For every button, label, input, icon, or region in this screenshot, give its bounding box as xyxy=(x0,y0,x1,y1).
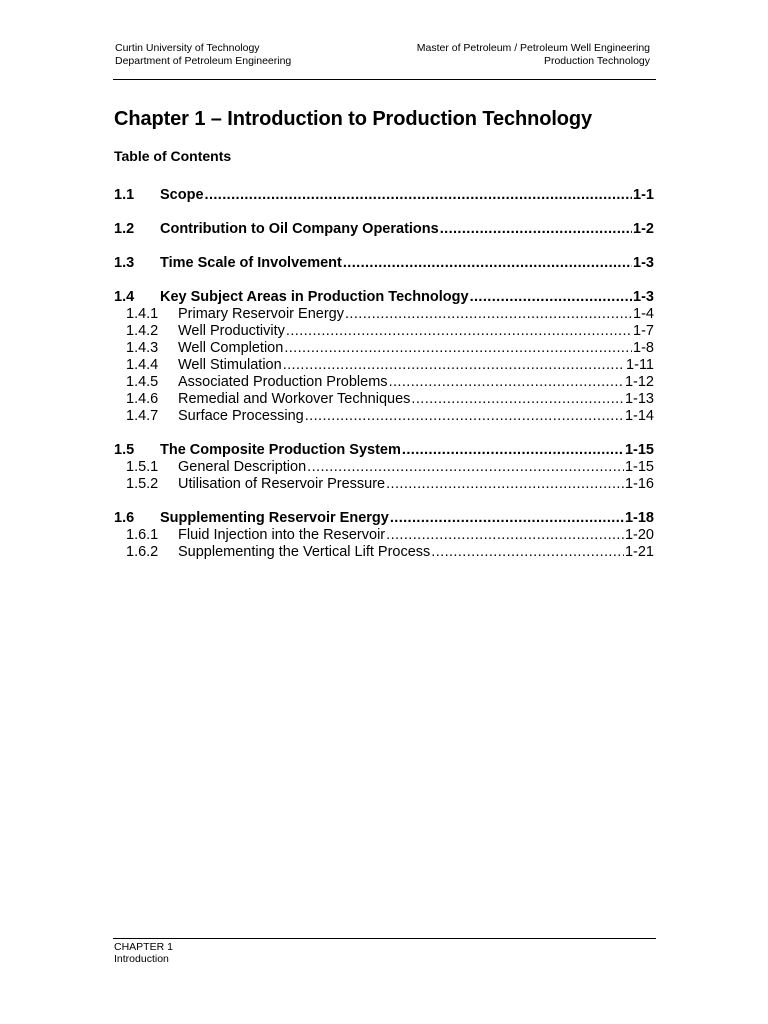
toc-page: 1-2 xyxy=(633,221,654,237)
toc-entry[interactable] xyxy=(114,544,654,561)
toc-number: 1.6.1 xyxy=(126,527,159,543)
toc-entry[interactable] xyxy=(114,323,654,340)
toc-entry[interactable] xyxy=(114,527,654,544)
toc-title: Associated Production Problems xyxy=(178,374,388,390)
toc-entry[interactable] xyxy=(114,255,654,272)
toc-leader xyxy=(345,306,632,323)
toc-heading: Table of Contents xyxy=(114,148,232,164)
toc-leader xyxy=(431,544,624,561)
toc-page: 1-1 xyxy=(633,187,654,203)
footer-section: Introduction xyxy=(114,953,169,965)
toc-page: 1-8 xyxy=(633,340,654,356)
toc-title: General Description xyxy=(178,459,307,475)
toc-page: 1-4 xyxy=(633,306,654,322)
toc-title: Primary Reservoir Energy xyxy=(178,306,344,322)
toc-leader xyxy=(284,340,632,357)
toc-page: 1-15 xyxy=(624,459,654,475)
toc-number: 1.6.2 xyxy=(126,544,159,560)
toc-page: 1-14 xyxy=(624,408,654,424)
footer-chapter: CHAPTER 1 xyxy=(114,941,173,953)
toc-number: 1.4.1 xyxy=(126,306,159,322)
toc-entry[interactable] xyxy=(114,221,654,238)
toc-page: 1-12 xyxy=(624,374,654,390)
toc-number: 1.5.1 xyxy=(126,459,159,475)
toc-entry[interactable] xyxy=(114,459,654,476)
toc-title: Well Stimulation xyxy=(178,357,282,373)
header-course: Production Technology xyxy=(543,55,650,67)
toc-entry[interactable] xyxy=(114,289,654,306)
header-program: Master of Petroleum / Petroleum Well Engineering xyxy=(416,42,650,54)
toc-title: Contribution to Oil Company Operations xyxy=(160,221,439,237)
toc-number: 1.6 xyxy=(114,510,135,526)
toc-leader xyxy=(386,476,624,493)
toc-page: 1-11 xyxy=(626,357,654,373)
toc-title: Key Subject Areas in Production Technology xyxy=(160,289,469,305)
toc-entry[interactable] xyxy=(114,306,654,323)
table-of-contents xyxy=(114,187,654,561)
toc-entry[interactable] xyxy=(114,187,654,204)
toc-title: Scope xyxy=(160,187,204,203)
toc-entry[interactable] xyxy=(114,510,654,527)
toc-leader xyxy=(283,357,625,374)
toc-leader xyxy=(343,255,632,272)
header-left xyxy=(115,42,291,68)
toc-number: 1.5.2 xyxy=(126,476,159,492)
toc-number: 1.4.6 xyxy=(126,391,159,407)
toc-leader xyxy=(402,442,624,459)
toc-number: 1.2 xyxy=(114,221,135,237)
toc-leader xyxy=(411,391,624,408)
toc-leader xyxy=(389,374,624,391)
toc-number: 1.1 xyxy=(114,187,135,203)
header-university: Curtin University of Technology xyxy=(115,42,260,54)
toc-page: 1-20 xyxy=(624,527,654,543)
toc-number: 1.4.7 xyxy=(126,408,159,424)
toc-number: 1.4.5 xyxy=(126,374,159,390)
header-right xyxy=(417,42,650,68)
toc-entry[interactable] xyxy=(114,357,654,374)
header-department: Department of Petroleum Engineering xyxy=(115,55,292,67)
toc-title: Supplementing Reservoir Energy xyxy=(160,510,389,526)
toc-title: Supplementing the Vertical Lift Process xyxy=(178,544,431,560)
toc-entry[interactable] xyxy=(114,374,654,391)
toc-number: 1.4.2 xyxy=(126,323,159,339)
toc-number: 1.4 xyxy=(114,289,135,305)
chapter-title: Chapter 1 – Introduction to Production Technology xyxy=(114,108,593,130)
toc-title: Remedial and Workover Techniques xyxy=(178,391,411,407)
page-header xyxy=(113,41,656,80)
toc-leader xyxy=(390,510,624,527)
toc-title: Well Productivity xyxy=(178,323,285,339)
toc-leader xyxy=(205,187,633,204)
toc-title: The Composite Production System xyxy=(160,442,401,458)
toc-leader xyxy=(470,289,632,306)
toc-number: 1.4.4 xyxy=(126,357,159,373)
toc-page: 1-3 xyxy=(633,289,654,305)
toc-title: Surface Processing xyxy=(178,408,304,424)
toc-leader xyxy=(440,221,632,238)
toc-leader xyxy=(305,408,624,425)
toc-page: 1-3 xyxy=(633,255,654,271)
toc-title: Fluid Injection into the Reservoir xyxy=(178,527,386,543)
toc-leader xyxy=(307,459,624,476)
toc-title: Time Scale of Involvement xyxy=(160,255,342,271)
toc-entry[interactable] xyxy=(114,340,654,357)
toc-number: 1.3 xyxy=(114,255,135,271)
toc-entry[interactable] xyxy=(114,476,654,493)
toc-entry[interactable] xyxy=(114,391,654,408)
toc-number: 1.5 xyxy=(114,442,135,458)
toc-entry[interactable] xyxy=(114,408,654,425)
toc-page: 1-16 xyxy=(624,476,654,492)
page-footer xyxy=(113,938,656,965)
toc-page: 1-15 xyxy=(624,442,654,458)
toc-page: 1-18 xyxy=(624,510,654,526)
toc-leader xyxy=(286,323,632,340)
toc-page: 1-21 xyxy=(624,544,654,560)
toc-page: 1-7 xyxy=(633,323,654,339)
toc-page: 1-13 xyxy=(624,391,654,407)
toc-title: Utilisation of Reservoir Pressure xyxy=(178,476,386,492)
toc-leader xyxy=(386,527,624,544)
toc-number: 1.4.3 xyxy=(126,340,159,356)
toc-entry[interactable] xyxy=(114,442,654,459)
toc-title: Well Completion xyxy=(178,340,284,356)
